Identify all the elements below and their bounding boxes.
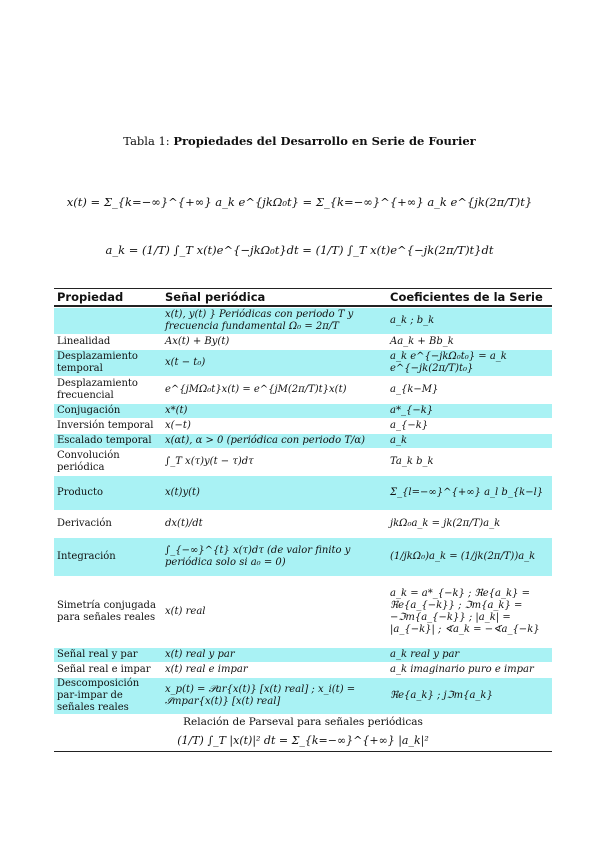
row-signal: ∫_{−∞}^{t} x(τ)dτ (de valor finito y periódica solo si a₀ = 0) (165, 544, 351, 568)
row-property: Simetría conjugada para señales reales (57, 599, 156, 623)
row-signal: x(αt), α > 0 (periódica con periodo T/α) (165, 434, 366, 446)
row-property: Señal real e impar (57, 663, 151, 675)
row-coefficient: a_k e^{−jkΩ₀t₀} = a_k e^{−jk(2π/T)t₀} (390, 350, 507, 374)
row-signal: x(t)y(t) (165, 486, 200, 498)
table-row (54, 377, 552, 403)
table-row (54, 648, 552, 662)
table-row (54, 404, 552, 418)
row-coefficient: Ta_k b_k (390, 455, 434, 467)
table-row (54, 350, 552, 376)
row-property: Inversión temporal (57, 419, 154, 431)
row-property: Conjugación (57, 404, 121, 416)
row-coefficient: jkΩ₀a_k = jk(2π/T)a_k (390, 517, 501, 529)
synthesis-equation: x(t) = Σ_{k=−∞}^{+∞} a_k e^{jkΩ₀t} = Σ_{k=−∞}^{+∞} a_k e^{jk(2π/T)t} (66, 195, 533, 209)
row-property: Derivación (57, 517, 112, 529)
row-coefficient: a_k (390, 434, 408, 446)
table-row (54, 449, 552, 475)
parseval-equation: (1/T) ∫_T |x(t)|² dt = Σ_{k=−∞}^{+∞} |a_k|² (177, 733, 429, 747)
row-signal: x(t) real y par (165, 648, 235, 660)
caption-prefix: Tabla 1: (123, 134, 170, 148)
row-property: Convolución periódica (57, 449, 120, 473)
table-row (54, 678, 552, 714)
row-signal: x(t − t₀) (165, 356, 206, 368)
row-coefficient: Aa_k + Bb_k (390, 335, 454, 347)
analysis-equation: a_k = (1/T) ∫_T x(t)e^{−jkΩ₀t}dt = (1/T) ∫_T x(t)e^{−jk(2π/T)t}dt (105, 243, 494, 257)
table-row (54, 511, 552, 537)
row-signal: dx(t)/dt (165, 517, 203, 529)
row-signal: Ax(t) + By(t) (165, 335, 230, 347)
row-property: Escalado temporal (57, 434, 152, 446)
table-body (54, 308, 552, 714)
row-signal: ∫_T x(τ)y(t − τ)dτ (165, 455, 254, 467)
parseval-label: Relación de Parseval para señales periódicas (183, 715, 423, 728)
row-signal: x(t) real e impar (165, 663, 248, 675)
row-property: Descomposición par-impar de señales reales (57, 677, 140, 713)
table-row (54, 308, 552, 334)
row-coefficient: a_k ; b_k (390, 314, 435, 326)
table-row (54, 577, 552, 647)
row-signal: x_p(t) = 𝒫ar{x(t)} [x(t) real] ; x_i(t) = ℐmpar{x(t)} [x(t) real] (165, 683, 356, 707)
table-row (54, 335, 552, 349)
header-rule (54, 305, 552, 306)
table-header (54, 289, 552, 305)
row-coefficient: a_k = a*_{−k} ; ℜe{a_k} = ℜe{a_{−k}} ; ℑm{a_k} = −ℑm{a_{−k}} ; |a_k| = |a_{−k}| ; ∢a_k = −∢a_{−k} (390, 587, 540, 635)
row-property: Desplazamiento temporal (57, 350, 138, 374)
row-coefficient: a_k real y par (390, 648, 460, 660)
row-coefficient: a_{−k} (390, 419, 429, 431)
row-coefficient: a_{k−M} (390, 383, 439, 395)
properties-table (54, 288, 552, 752)
row-signal: x(t) real (165, 605, 206, 617)
row-signal: x(t), y(t) } Periódicas con periodo T y frecuencia fundamental Ω₀ = 2π/T (165, 308, 354, 332)
row-property: Producto (57, 486, 104, 498)
row-coefficient: ℜe{a_k} ; jℑm{a_k} (390, 689, 493, 701)
table-row (54, 476, 552, 510)
table-row (54, 663, 552, 677)
row-coefficient: a*_{−k} (390, 404, 434, 416)
row-coefficient: Σ_{l=−∞}^{+∞} a_l b_{k−l} (390, 486, 544, 498)
row-coefficient: (1/jkΩ₀)a_k = (1/jk(2π/T))a_k (390, 550, 536, 562)
row-signal: x(−t) (165, 419, 191, 431)
caption-title: Propiedades del Desarrollo en Serie de Fourier (173, 134, 476, 148)
table-row (54, 434, 552, 448)
row-property: Desplazamiento frecuencial (57, 377, 138, 401)
header-senal: Señal periódica (165, 290, 266, 305)
row-signal: x*(t) (165, 404, 188, 416)
row-property: Integración (57, 550, 116, 562)
table-caption (0, 134, 599, 148)
table-row (54, 419, 552, 433)
header-propiedad: Propiedad (57, 290, 124, 305)
header-coeficientes: Coeficientes de la Serie (390, 290, 543, 305)
row-property: Linealidad (57, 335, 111, 347)
row-signal: e^{jMΩ₀t}x(t) = e^{jM(2π/T)t}x(t) (165, 383, 347, 395)
row-coefficient: a_k imaginario puro e impar (390, 663, 534, 675)
row-property: Señal real y par (57, 648, 138, 660)
bottom-rule (54, 751, 552, 752)
table-row (54, 538, 552, 576)
